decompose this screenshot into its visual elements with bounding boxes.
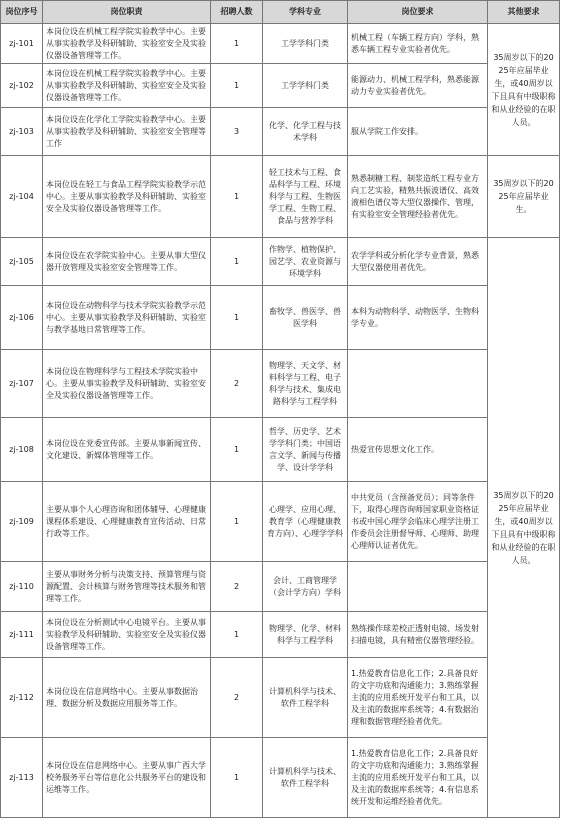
row-duty: 本岗位设在轻工与食品工程学院实验教学示范中心。主要从事实验教学及科研辅助、实验室安全及实验仪器设备管理等工作。 bbox=[43, 156, 211, 238]
row-code: zj-113 bbox=[1, 738, 43, 818]
table-row bbox=[1, 418, 560, 482]
row-duty: 本岗位设在信息网络中心。主要从事广西大学校务服务平台等信息化公共服务平台的建设和运维等工作。 bbox=[43, 738, 211, 818]
header-code: 岗位序号 bbox=[1, 1, 43, 24]
row-count: 1 bbox=[211, 286, 263, 350]
row-major: 会计、工商管理学（会计学方向）学科 bbox=[263, 562, 348, 612]
row-duty: 本岗位设在分析测试中心电镜平台。主要从事实验教学及科研辅助、实验室安全及实验仪器设备管理等工作。 bbox=[43, 612, 211, 658]
table-row bbox=[1, 24, 560, 64]
row-count: 1 bbox=[211, 418, 263, 482]
row-major: 心理学、应用心理、教育学（心理健康教育方向）、心理学学科 bbox=[263, 482, 348, 562]
row-count: 2 bbox=[211, 562, 263, 612]
row-code: zj-104 bbox=[1, 156, 43, 238]
row-requirement: 1.热爱教育信息化工作；2.具备良好的文字功底和沟通能力；3.熟练掌握主流的应用系统开发平台和工具，以及主流的数据库系统等；4.有数据治理和数据管理经验者优先。 bbox=[348, 658, 488, 738]
table-row bbox=[1, 738, 560, 818]
header-requirement: 岗位要求 bbox=[348, 1, 488, 24]
row-major: 计算机科学与技术、软件工程学科 bbox=[263, 658, 348, 738]
row-duty: 本岗位设在动物科学与技术学院实验教学示范中心。主要从事实验教学及科研辅助、实验室与教学基地日常管理等工作。 bbox=[43, 286, 211, 350]
row-count: 2 bbox=[211, 350, 263, 418]
row-code: zj-112 bbox=[1, 658, 43, 738]
row-requirement: 机械工程（车辆工程方向）学科，熟悉车辆工程专业实验者优先。 bbox=[348, 24, 488, 64]
row-duty: 本岗位设在党委宣传部。主要从事新闻宣传、文化建设、新媒体管理等工作。 bbox=[43, 418, 211, 482]
table-row bbox=[1, 482, 560, 562]
table-row bbox=[1, 108, 560, 156]
table-row bbox=[1, 156, 560, 238]
row-code: zj-106 bbox=[1, 286, 43, 350]
row-requirement: 能源动力、机械工程学科，熟悉能源动力专业实验者优先。 bbox=[348, 64, 488, 108]
table-row bbox=[1, 286, 560, 350]
table-row bbox=[1, 562, 560, 612]
row-code: zj-108 bbox=[1, 418, 43, 482]
row-requirement: 本科为动物科学、动物医学、生物科学专业。 bbox=[348, 286, 488, 350]
row-code: zj-110 bbox=[1, 562, 43, 612]
row-duty: 本岗位设在信息网络中心。主要从事数据治理、数据分析及数据应用服务等工作。 bbox=[43, 658, 211, 738]
row-count: 1 bbox=[211, 738, 263, 818]
header-other: 其他要求 bbox=[488, 1, 560, 24]
row-code: zj-101 bbox=[1, 24, 43, 64]
row-count: 1 bbox=[211, 24, 263, 64]
row-requirement: 中共党员（含预备党员）；同等条件下，取得心理咨询师国家职业资格证书或中国心理学会临床心理学注册工作委员会注册督导师、心理师、助理心理师认证者优先。 bbox=[348, 482, 488, 562]
row-major: 畜牧学、兽医学、兽医学科 bbox=[263, 286, 348, 350]
table-row bbox=[1, 238, 560, 286]
row-requirement: 1.热爱教育信息化工作；2.具备良好的文字功底和沟通能力；3.熟练掌握主流的应用系统开发平台和工具，以及主流的数据库系统等；4.有信息系统开发和运维经验者优先。 bbox=[348, 738, 488, 818]
other-requirement-group-2: 35周岁以下的2025年应届毕业生。 bbox=[488, 156, 560, 238]
row-code: zj-105 bbox=[1, 238, 43, 286]
row-major: 作物学、植物保护、园艺学、农业资源与环境学科 bbox=[263, 238, 348, 286]
row-count: 1 bbox=[211, 482, 263, 562]
row-duty: 本岗位设在机械工程学院实验教学中心。主要从事实验教学及科研辅助、实验室安全及实验仪器设备管理等工作。 bbox=[43, 24, 211, 64]
row-requirement: 熟练操作球差校正透射电镜、场发射扫描电镜，具有精密仪器管理经验。 bbox=[348, 612, 488, 658]
row-requirement bbox=[348, 350, 488, 418]
other-requirement-group-1: 35周岁以下的2025年应届毕业生，或40周岁以下且具有中级职称和从业经验的在职人员。 bbox=[488, 24, 560, 156]
row-major: 计算机科学与技术、软件工程学科 bbox=[263, 738, 348, 818]
row-requirement: 熟悉制糖工程、制浆造纸工程专业方向工艺实验，精熟共振波谱仪、高效液相色谱仪等大型仪器操作、管理，有实验室安全管理经验者优先。 bbox=[348, 156, 488, 238]
row-count: 1 bbox=[211, 156, 263, 238]
other-requirement-group-3: 35周岁以下的2025年应届毕业生，或40周岁以下且具有中级职称和从业经验的在职人员。 bbox=[488, 238, 560, 818]
row-duty: 本岗位设在化学化工学院实验教学中心。主要从事实验教学及科研辅助、实验室安全管理等工作 bbox=[43, 108, 211, 156]
row-count: 1 bbox=[211, 64, 263, 108]
row-code: zj-109 bbox=[1, 482, 43, 562]
row-duty: 本岗位设在机械工程学院实验教学中心。主要从事实验教学及科研辅助、实验室安全及实验仪器设备管理等工作。 bbox=[43, 64, 211, 108]
row-duty: 主要从事个人心理咨询和团体辅导、心理健康课程体系建设、心理健康教育宣传活动、日常行政等工作。 bbox=[43, 482, 211, 562]
header-count: 招聘人数 bbox=[211, 1, 263, 24]
table-row bbox=[1, 658, 560, 738]
row-code: zj-107 bbox=[1, 350, 43, 418]
row-major: 化学、化学工程与技术学科 bbox=[263, 108, 348, 156]
table-header-row bbox=[1, 1, 560, 24]
row-count: 3 bbox=[211, 108, 263, 156]
row-count: 1 bbox=[211, 612, 263, 658]
table-row bbox=[1, 612, 560, 658]
row-requirement: 农学学科或分析化学专业背景，熟悉大型仪器使用者优先。 bbox=[348, 238, 488, 286]
row-requirement: 服从学院工作安排。 bbox=[348, 108, 488, 156]
row-duty: 本岗位设在农学院实验中心。主要从事大型仪器开放管理及实验室安全管理等工作。 bbox=[43, 238, 211, 286]
row-major: 工学学科门类 bbox=[263, 24, 348, 64]
row-count: 1 bbox=[211, 238, 263, 286]
row-major: 轻工技术与工程、食品科学与工程、环境科学与工程、生物医学工程、生物工程、食品与营养学科 bbox=[263, 156, 348, 238]
row-count: 2 bbox=[211, 658, 263, 738]
row-major: 哲学、历史学、艺术学学科门类；中国语言文学、新闻与传播学、设计学学科 bbox=[263, 418, 348, 482]
row-requirement bbox=[348, 562, 488, 612]
header-duty: 岗位职责 bbox=[43, 1, 211, 24]
row-code: zj-103 bbox=[1, 108, 43, 156]
table-row bbox=[1, 350, 560, 418]
row-code: zj-111 bbox=[1, 612, 43, 658]
table-row bbox=[1, 64, 560, 108]
row-duty: 本岗位设在物理科学与工程技术学院实验中心。主要从事实验教学及科研辅助、实验室安全及实验仪器设备管理等工作。 bbox=[43, 350, 211, 418]
row-duty: 主要从事财务分析与决策支持、预算管理与资源配置、会计核算与财务管理等技术服务和管理等工作。 bbox=[43, 562, 211, 612]
row-requirement: 热爱宣传思想文化工作。 bbox=[348, 418, 488, 482]
header-major: 学科专业 bbox=[263, 1, 348, 24]
row-major: 物理学、化学、材料科学与工程学科 bbox=[263, 612, 348, 658]
row-code: zj-102 bbox=[1, 64, 43, 108]
row-major: 工学学科门类 bbox=[263, 64, 348, 108]
row-major: 物理学、天文学、材料科学与工程、电子科学与技术、集成电路科学与工程学科 bbox=[263, 350, 348, 418]
